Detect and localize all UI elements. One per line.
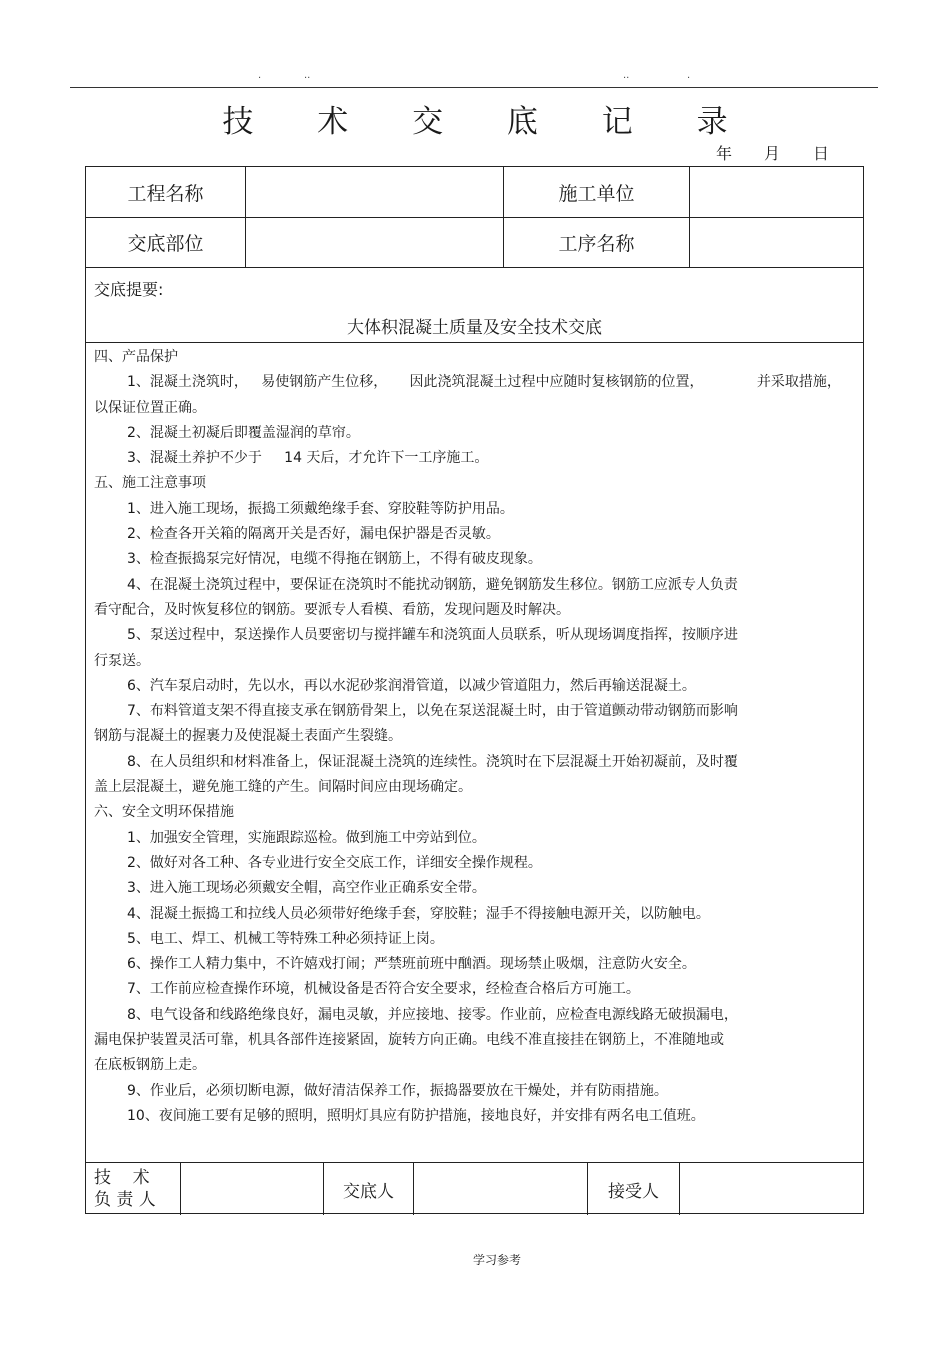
date-year-label: 年 — [716, 144, 733, 163]
tech-lead-field[interactable] — [181, 1163, 323, 1215]
summary-divider — [86, 342, 863, 343]
list-item: 5、泵送过程中，泵送操作人员要密切与搅拌罐车和浇筑面人员联系，听从现场调度指挥，按顺序进 — [127, 627, 738, 644]
list-item: 6、汽车泵启动时，先以水，再以水泥砂浆润滑管道，以减少管道阻力，然后再输送混凝土。 — [127, 677, 696, 694]
section-heading: 五、施工注意事项 — [94, 475, 206, 492]
list-item: 1、混凝土浇筑时， 易使钢筋产生位移， 因此浇筑混凝土过程中应随时复核钢筋的位置， 并采取措施， — [127, 374, 841, 391]
list-item: 6、操作工人精力集中，不许嬉戏打闹；严禁班前班中酗酒。现场禁止吸烟，注意防火安全。 — [127, 956, 696, 973]
project-name-label: 工程名称 — [127, 182, 204, 205]
construction-unit-label: 施工单位 — [558, 182, 635, 205]
handover-part-field[interactable] — [246, 218, 503, 267]
section-heading: 六、安全文明环保措施 — [94, 804, 234, 821]
row-divider — [86, 267, 863, 268]
list-item: 3、混凝土养护不少于 14 天后，才允许下一工序施工。 — [127, 450, 489, 467]
header-marks — [0, 70, 950, 84]
list-item: 4、在混凝土浇筑过程中，要保证在浇筑时不能扰动钢筋，避免钢筋发生移位。钢筋工应派专人负责 — [127, 576, 738, 593]
construction-unit-field[interactable] — [690, 167, 864, 217]
document-title: 技 术 交 底 记 录 — [222, 104, 755, 140]
handover-content — [94, 345, 856, 1129]
list-item: 3、进入施工现场必须戴安全帽，高空作业正确系安全带。 — [127, 880, 486, 897]
list-item: 2、做好对各工种、各专业进行安全交底工作，详细安全操作规程。 — [127, 854, 542, 871]
list-item: 1、加强安全管理，实施跟踪巡检。做到施工中旁站到位。 — [127, 829, 486, 846]
tech-lead-label-line2: 负 责 人 — [94, 1190, 156, 1210]
handover-part-label: 交底部位 — [127, 233, 204, 255]
header-mark: .. — [623, 70, 630, 81]
list-item-continuation: 以保证位置正确。 — [94, 399, 206, 416]
handover-person-label: 交底人 — [343, 1181, 394, 1202]
tech-lead-label-line1: 技 术 — [94, 1168, 150, 1188]
row-divider — [86, 217, 863, 218]
date-day-label: 日 — [813, 144, 830, 163]
list-item: 2、检查各开关箱的隔离开关是否好，漏电保护器是否灵敏。 — [127, 526, 500, 543]
list-item-continuation: 漏电保护装置灵活可靠，机具各部件连接紧固，旋转方向正确。电线不准直接挂在钢筋上，不准随地或 — [94, 1032, 724, 1049]
list-item: 4、混凝土振捣工和拉线人员必须带好绝缘手套，穿胶鞋；湿手不得接触电源开关，以防触电。 — [127, 905, 710, 922]
list-item: 1、进入施工现场，振捣工须戴绝缘手套、穿胶鞋等防护用品。 — [127, 500, 514, 517]
process-name-label: 工序名称 — [558, 233, 635, 255]
list-item: 7、工作前应检查操作环境，机械设备是否符合安全要求，经检查合格后方可施工。 — [127, 981, 640, 998]
header-mark: . — [687, 70, 691, 81]
list-item: 5、电工、焊工、机械工等特殊工种必须持证上岗。 — [127, 930, 444, 947]
column-divider — [245, 167, 246, 267]
receiver-label: 接受人 — [608, 1181, 659, 1202]
date-month-label: 月 — [764, 144, 781, 163]
header-rule — [70, 87, 878, 88]
summary-title: 大体积混凝土质量及安全技术交底 — [347, 318, 602, 338]
handover-form — [85, 166, 864, 1214]
header-mark: . — [258, 70, 262, 81]
list-item-continuation: 行泵送。 — [94, 652, 150, 669]
header-mark: .. — [304, 70, 311, 81]
section-heading: 四、产品保护 — [94, 349, 178, 365]
list-item: 3、检查振捣泵完好情况，电缆不得拖在钢筋上，不得有破皮现象。 — [127, 551, 542, 568]
receiver-field[interactable] — [680, 1163, 864, 1215]
list-item-continuation: 盖上层混凝土，避免施工缝的产生。间隔时间应由现场确定。 — [94, 779, 472, 796]
process-name-field[interactable] — [690, 218, 864, 267]
list-item: 2、混凝土初凝后即覆盖湿润的草帘。 — [127, 424, 360, 441]
project-name-field[interactable] — [246, 167, 503, 217]
summary-label: 交底提要: — [94, 280, 164, 299]
list-item-continuation: 看守配合，及时恢复移位的钢筋。要派专人看模、看筋，发现问题及时解决。 — [94, 601, 570, 618]
list-item: 9、作业后，必须切断电源，做好清洁保养工作，振捣器要放在干燥处，并有防雨措施。 — [127, 1082, 668, 1099]
list-item-continuation: 在底板钢筋上走。 — [94, 1057, 206, 1074]
handover-person-field[interactable] — [414, 1163, 587, 1215]
tech-lead-label — [94, 1167, 176, 1211]
list-item: 8、电气设备和线路绝缘良好，漏电灵敏，并应接地、接零。作业前，应检查电源线路无破损漏电， — [127, 1006, 738, 1023]
list-item: 8、在人员组织和材料准备上，保证混凝土浇筑的连续性。浇筑时在下层混凝土开始初凝前，及时覆 — [127, 753, 738, 770]
list-item: 7、布料管道支架不得直接支承在钢筋骨架上，以免在泵送混凝土时，由于管道颤动带动钢筋而影响 — [127, 703, 738, 720]
list-item-continuation: 钢筋与混凝土的握裹力及使混凝土表面产生裂缝。 — [94, 728, 402, 745]
page-footer: 学习参考 — [472, 1253, 521, 1267]
column-divider — [503, 167, 504, 267]
column-divider — [689, 167, 690, 267]
list-item: 10、夜间施工要有足够的照明，照明灯具应有防护措施，接地良好，并安排有两名电工值班。 — [127, 1107, 705, 1124]
